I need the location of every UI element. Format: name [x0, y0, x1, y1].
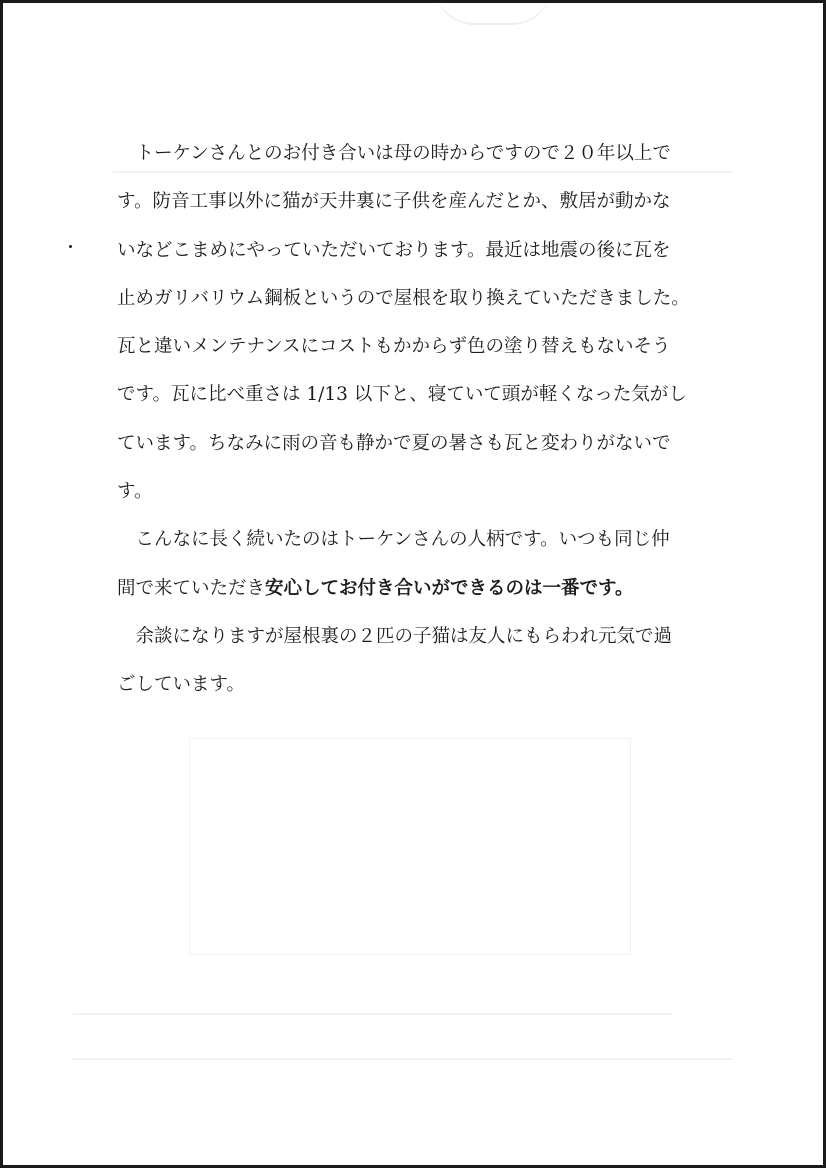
show-through-line [73, 1013, 673, 1015]
text-line: いなどこまめにやっていただいております。最近は地震の後に瓦を [117, 239, 671, 261]
show-through-arc [433, 0, 553, 25]
text-line-emphasis [117, 565, 717, 613]
testimonial-text [117, 130, 717, 710]
show-through-line [73, 1058, 733, 1060]
paragraph-3 [117, 613, 717, 710]
text-line: 止めガリバリウム鋼板というので屋根を取り換えていただきました。 [117, 287, 690, 309]
text-bold: 安心してお付き合いができるのは一番です。 [265, 577, 634, 599]
text-line: 瓦と違いメンテナンスにコストもかからず色の塗り替えもないそう [117, 336, 671, 358]
show-through-box [189, 738, 631, 955]
paragraph-1 [117, 130, 717, 516]
text-normal: 間で来ていただき [117, 577, 266, 599]
text-line: す。 [117, 481, 153, 503]
text-line: す。防音工事以外に猫が天井裏に子供を産んだとか、敷居が動かな [117, 191, 671, 213]
text-line: 余談になりますが屋根裏の２匹の子猫は友人にもらわれ元気で過 [117, 625, 673, 647]
text-line: こんなに長く続いたのはトーケンさんの人柄です。いつも同じ仲 [117, 529, 670, 551]
text-line: です。瓦に比べ重さは 1/13 以下と、寝ていて頭が軽くなった気がし [117, 384, 687, 406]
stray-mark [69, 245, 72, 248]
paragraph-2 [117, 516, 717, 613]
text-line: トーケンさんとのお付き合いは母の時からですので２０年以上で [117, 143, 671, 164]
text-line: ごしています。 [117, 674, 246, 696]
text-line: ています。ちなみに雨の音も静かで夏の暑さも瓦と変わりがないで [117, 432, 671, 454]
